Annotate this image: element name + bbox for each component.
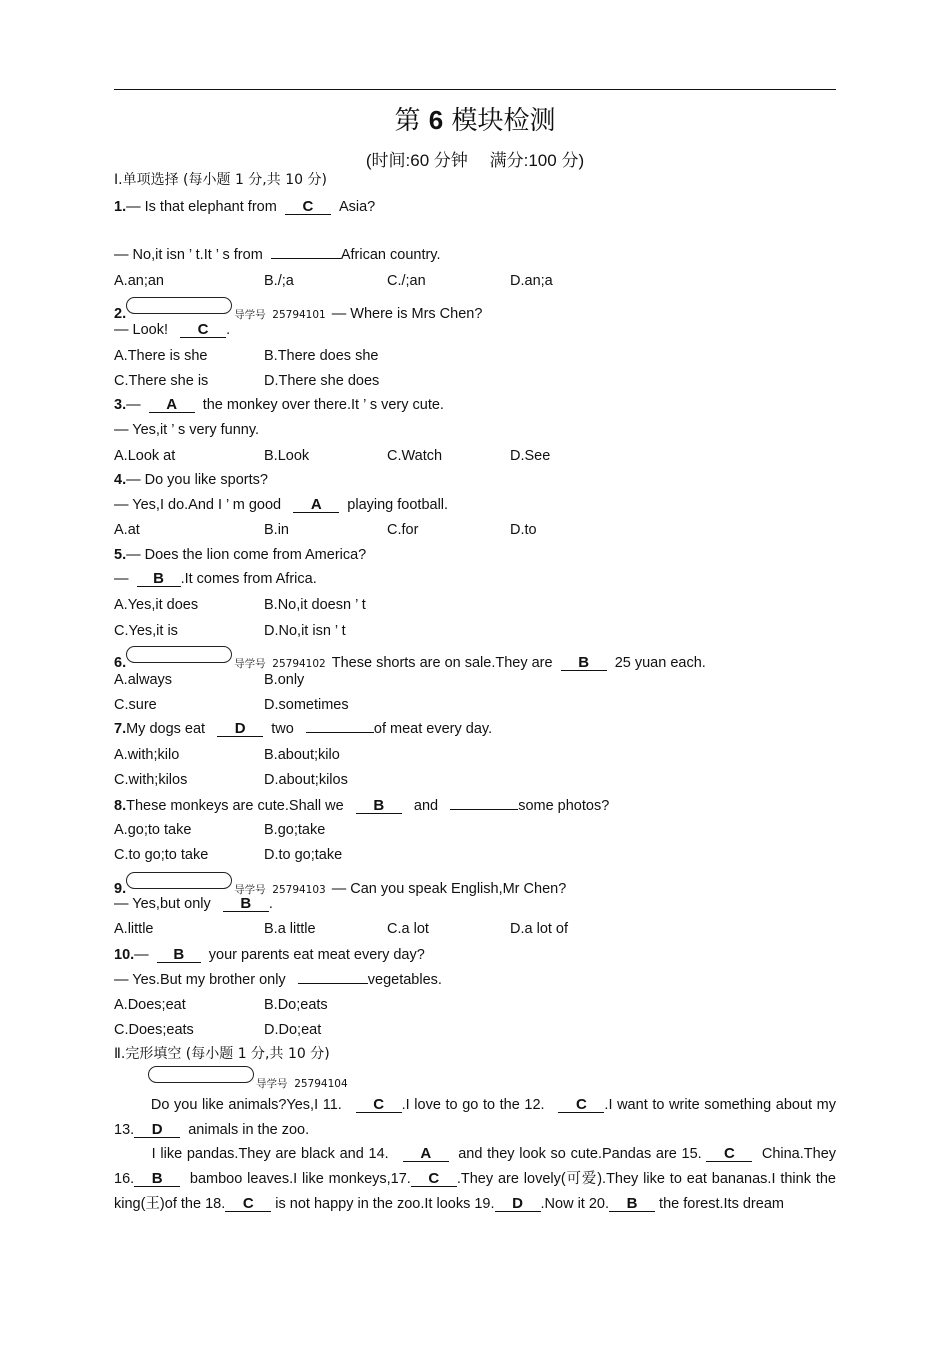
cloze-answer-18: C [225,1196,271,1212]
options-4: A.at B.in C.for D.to [114,522,537,538]
guide-number: 导学号 25794104 [256,1078,348,1090]
options-2-row-1: A.There is she B.There does she [114,348,379,364]
question-1: 1.— Is that elephant from C Asia? [114,198,376,215]
question-9: 9. 导学号 25794103 — Can you speak English,Mr Chen? [114,872,566,899]
answer-2: C [180,322,226,338]
question-3-reply: — Yes,it ’ s very funny. [114,422,260,438]
answer-10: B [157,947,201,963]
guide-number: 导学号 25794101 [234,309,326,321]
answer-6: B [561,655,607,671]
guide-input-box [126,872,232,889]
question-4-reply: — Yes,I do.And I ’ m good A playing football. [114,496,449,513]
answer-7: D [217,721,263,737]
cloze-answer-17: C [411,1171,457,1187]
answer-8: B [356,798,402,814]
question-8: 8.These monkeys are cute.Shall we B and some photos? [114,797,610,814]
options-3: A.Look at B.Look C.Watch D.See [114,448,551,464]
options-6-row-1: A.always B.only [114,672,305,688]
blank [450,797,518,810]
answer-1: C [285,199,331,215]
question-5: 5.— Does the lion come from America? [114,547,367,563]
question-6: 6. 导学号 25794102 These shorts are on sale.They are B 25 yuan each. [114,646,706,673]
answer-5: B [137,571,181,587]
top-rule [114,89,836,90]
section-1-heading: Ⅰ.单项选择 (每小题 1 分,共 10 分) [114,172,327,188]
answer-9: B [223,896,269,912]
question-10: 10.— B your parents eat meat every day? [114,946,425,963]
guide-input-box [126,297,232,314]
cloze-answer-19: D [495,1196,541,1212]
cloze-answer-13: D [134,1122,180,1138]
section-2-heading: Ⅱ.完形填空 (每小题 1 分,共 10 分) [114,1046,330,1062]
guide-number: 导学号 25794102 [234,658,326,670]
page-subtitle: (时间:60 分钟 满分:100 分) [365,151,585,170]
question-10-reply: — Yes.But my brother only vegetables. [114,972,442,988]
options-2-row-2: C.There she is D.There she does [114,373,380,389]
question-3: 3.— A the monkey over there.It ’ s very cute. [114,396,444,413]
options-9: A.little B.a little C.a lot D.a lot of [114,921,569,937]
question-2: 2. 导学号 25794101 — Where is Mrs Chen? [114,297,482,324]
options-8-row-2: C.to go;to take D.to go;take [114,847,343,863]
cloze-answer-16: B [134,1171,180,1187]
blank [306,720,374,733]
cloze-paragraph-2: I like pandas.They are black and 14. A and they look so cute.Pandas are 15. C China.They 16. B bamboo leaves.I like monkeys,17. C .They are lovely(可爱).They like to eat bananas.I think the king(王)of the 18. C is not happy in the zoo.It looks 19. D .Now it 20. B the forest.Its dream [114,1145,837,1212]
guide-number: 导学号 25794103 [234,884,326,896]
answer-4: A [293,497,339,513]
cloze-answer-20: B [609,1196,655,1212]
page-title: 第 6 模块检测 [394,105,556,136]
question-4: 4.— Do you like sports? [114,472,268,488]
options-7-row-2: C.with;kilos D.about;kilos [114,772,348,788]
guide-input-box [148,1066,254,1083]
options-10-row-2: C.Does;eats D.Do;eat [114,1022,322,1038]
question-9-reply: — Yes,but only B . [114,895,273,912]
cloze-answer-15: C [706,1146,752,1162]
options-5-row-1: A.Yes,it does B.No,it doesn ’ t [114,597,366,613]
options-7-row-1: A.with;kilo B.about;kilo [114,747,340,763]
options-6-row-2: C.sure D.sometimes [114,697,349,713]
cloze-answer-12: C [558,1097,604,1113]
options-5-row-2: C.Yes,it is D.No,it isn ’ t [114,623,346,639]
question-1-reply: — No,it isn ’ t.It ’ s from African country. [114,247,441,263]
blank [271,246,341,259]
answer-3: A [149,397,195,413]
cloze-answer-14: A [403,1146,449,1162]
guide-input-box [126,646,232,663]
options-1: A.an;an B./;a C./;an D.an;a [114,273,553,289]
cloze-paragraph-1: Do you like animals?Yes,I 11. C .I love to go to the 12. C .I want to write something about my 13. D animals in the zoo. [114,1096,836,1138]
options-8-row-1: A.go;to take B.go;take [114,822,326,838]
question-7: 7.My dogs eat D two of meat every day. [114,720,493,737]
question-5-reply: — B .It comes from Africa. [114,570,317,587]
question-2-reply: — Look! C . [114,321,231,338]
cloze-guide [148,1066,354,1093]
cloze-answer-11: C [356,1097,402,1113]
options-10-row-1: A.Does;eat B.Do;eats [114,997,328,1013]
blank [298,971,368,984]
